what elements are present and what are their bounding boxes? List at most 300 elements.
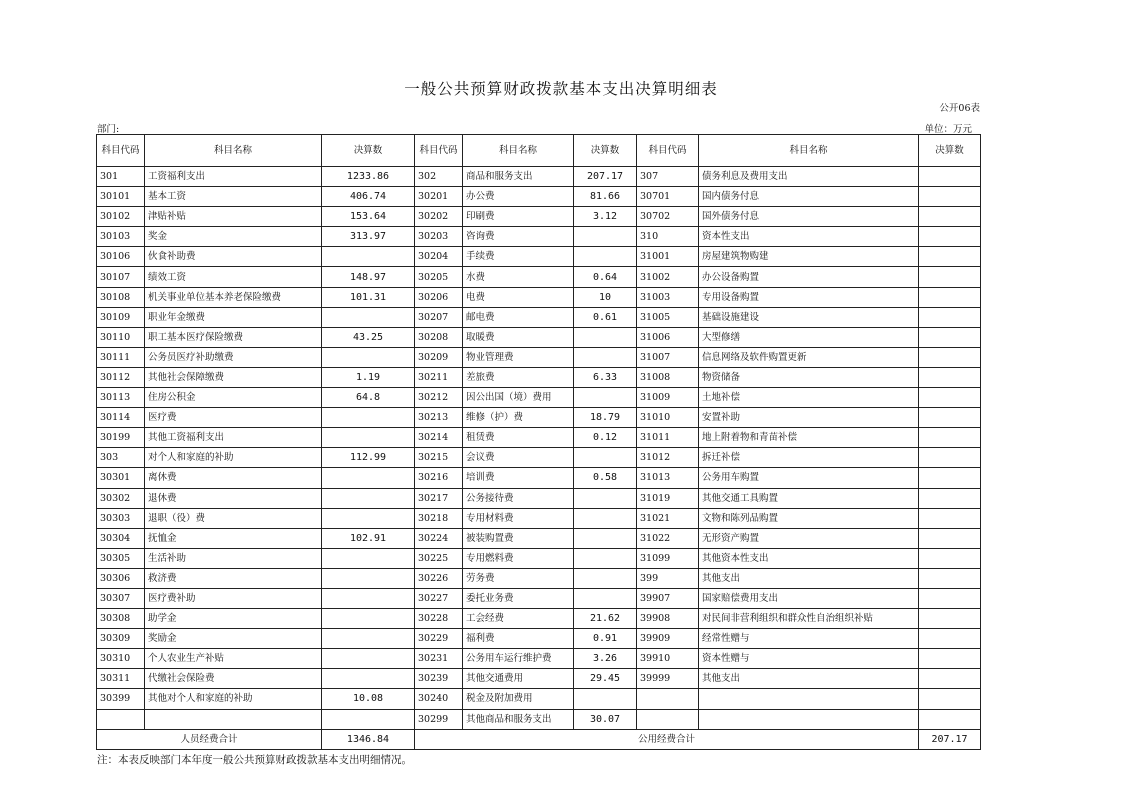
subject-name: 个人农业生产补贴 — [145, 649, 322, 669]
subject-code: 30209 — [415, 347, 463, 367]
header-row — [97, 135, 981, 167]
table-row — [97, 609, 981, 629]
amount-value — [574, 568, 637, 588]
subject-code: 39910 — [637, 649, 699, 669]
subject-code: 30211 — [415, 367, 463, 387]
subject-code: 30102 — [97, 207, 145, 227]
subject-code: 30218 — [415, 508, 463, 528]
table-row — [97, 227, 981, 247]
subject-code: 30201 — [415, 187, 463, 207]
subject-code: 310 — [637, 227, 699, 247]
subject-name: 被装购置费 — [463, 528, 574, 548]
subject-name: 其他商品和服务支出 — [463, 709, 574, 729]
personnel-total-label: 人员经费合计 — [97, 729, 322, 749]
amount-value — [322, 629, 415, 649]
amount-value — [322, 347, 415, 367]
subject-code: 31022 — [637, 528, 699, 548]
amount-value: 0.61 — [574, 307, 637, 327]
subject-code: 30229 — [415, 629, 463, 649]
subject-name: 其他社会保障缴费 — [145, 367, 322, 387]
table-row — [97, 488, 981, 508]
table-row — [97, 307, 981, 327]
subject-code: 30308 — [97, 609, 145, 629]
table-row — [97, 408, 981, 428]
unit-label: 单位：万元 — [924, 124, 972, 135]
subject-name — [145, 709, 322, 729]
subject-name: 大型修缮 — [699, 327, 919, 347]
amount-value — [919, 528, 981, 548]
amount-value: 21.62 — [574, 609, 637, 629]
amount-value — [574, 347, 637, 367]
amount-value: 43.25 — [322, 327, 415, 347]
header-code: 科目代码 — [637, 135, 699, 167]
amount-value — [919, 428, 981, 448]
subject-code: 30213 — [415, 408, 463, 428]
amount-value — [919, 508, 981, 528]
subject-name: 退休费 — [145, 488, 322, 508]
subject-name: 办公设备购置 — [699, 267, 919, 287]
amount-value — [574, 327, 637, 347]
subject-name: 手续费 — [463, 247, 574, 267]
amount-value — [919, 307, 981, 327]
subject-code: 30307 — [97, 588, 145, 608]
amount-value — [322, 488, 415, 508]
amount-value — [919, 548, 981, 568]
subject-name: 其他工资福利支出 — [145, 428, 322, 448]
subject-name: 津贴补贴 — [145, 207, 322, 227]
amount-value — [919, 347, 981, 367]
amount-value — [919, 709, 981, 729]
table-row — [97, 428, 981, 448]
subject-name: 住房公积金 — [145, 388, 322, 408]
subject-name: 拆迁补偿 — [699, 448, 919, 468]
subject-code: 303 — [97, 448, 145, 468]
amount-value: 30.07 — [574, 709, 637, 729]
amount-value — [919, 267, 981, 287]
subject-code: 30110 — [97, 327, 145, 347]
subject-code: 31007 — [637, 347, 699, 367]
subject-code: 30216 — [415, 468, 463, 488]
subject-name: 机关事业单位基本养老保险缴费 — [145, 287, 322, 307]
subject-code: 30310 — [97, 649, 145, 669]
subject-name: 其他交通费用 — [463, 669, 574, 689]
amount-value: 64.8 — [322, 388, 415, 408]
subject-code: 30228 — [415, 609, 463, 629]
header-amount: 决算数 — [322, 135, 415, 167]
header-name: 科目名称 — [463, 135, 574, 167]
subject-code: 30204 — [415, 247, 463, 267]
amount-value — [919, 689, 981, 709]
subject-code: 30203 — [415, 227, 463, 247]
amount-value — [919, 468, 981, 488]
subject-name: 工会经费 — [463, 609, 574, 629]
amount-value — [574, 448, 637, 468]
amount-value: 0.64 — [574, 267, 637, 287]
subject-code: 30231 — [415, 649, 463, 669]
amount-value — [919, 327, 981, 347]
amount-value: 0.91 — [574, 629, 637, 649]
subject-name: 专用材料费 — [463, 508, 574, 528]
subject-name: 其他对个人和家庭的补助 — [145, 689, 322, 709]
subject-code: 30205 — [415, 267, 463, 287]
amount-value — [919, 367, 981, 387]
subject-code: 31001 — [637, 247, 699, 267]
amount-value — [574, 227, 637, 247]
subject-name: 福利费 — [463, 629, 574, 649]
subject-name: 国家赔偿费用支出 — [699, 588, 919, 608]
subject-code: 30306 — [97, 568, 145, 588]
table-row — [97, 388, 981, 408]
table-row — [97, 649, 981, 669]
subject-code: 30309 — [97, 629, 145, 649]
header-code: 科目代码 — [97, 135, 145, 167]
subject-code: 31005 — [637, 307, 699, 327]
table-row — [97, 588, 981, 608]
table-row — [97, 327, 981, 347]
subject-code: 31021 — [637, 508, 699, 528]
subject-name: 租赁费 — [463, 428, 574, 448]
amount-value — [919, 669, 981, 689]
table-row — [97, 287, 981, 307]
subject-name: 绩效工资 — [145, 267, 322, 287]
subject-name: 税金及附加费用 — [463, 689, 574, 709]
header-code: 科目代码 — [415, 135, 463, 167]
subject-code: 30202 — [415, 207, 463, 227]
table-row — [97, 468, 981, 488]
amount-value: 3.12 — [574, 207, 637, 227]
subject-name: 对民间非营利组织和群众性自治组织补贴 — [699, 609, 919, 629]
form-number: 公开06表 — [939, 103, 980, 114]
amount-value — [919, 388, 981, 408]
amount-value — [322, 307, 415, 327]
subject-name: 经常性赠与 — [699, 629, 919, 649]
subject-code: 30217 — [415, 488, 463, 508]
subject-code: 30226 — [415, 568, 463, 588]
amount-value: 10.08 — [322, 689, 415, 709]
table-row — [97, 689, 981, 709]
subject-name: 土地补偿 — [699, 388, 919, 408]
subject-name: 代缴社会保险费 — [145, 669, 322, 689]
subject-code: 31010 — [637, 408, 699, 428]
header-name: 科目名称 — [699, 135, 919, 167]
subject-code: 31009 — [637, 388, 699, 408]
subject-code: 30101 — [97, 187, 145, 207]
header-amount: 决算数 — [919, 135, 981, 167]
subject-name: 公务用车购置 — [699, 468, 919, 488]
subject-code: 31002 — [637, 267, 699, 287]
amount-value: 0.12 — [574, 428, 637, 448]
subject-code: 30112 — [97, 367, 145, 387]
table-row — [97, 508, 981, 528]
expenditure-table — [96, 134, 981, 750]
amount-value: 153.64 — [322, 207, 415, 227]
subject-name: 信息网络及软件购置更新 — [699, 347, 919, 367]
subject-code: 39907 — [637, 588, 699, 608]
subject-name — [699, 709, 919, 729]
subject-code: 31011 — [637, 428, 699, 448]
subject-name: 职业年金缴费 — [145, 307, 322, 327]
subject-name: 文物和陈列品购置 — [699, 508, 919, 528]
table-row — [97, 709, 981, 729]
subject-name: 邮电费 — [463, 307, 574, 327]
amount-value: 406.74 — [322, 187, 415, 207]
subject-name: 职工基本医疗保险缴费 — [145, 327, 322, 347]
subject-code: 30107 — [97, 267, 145, 287]
table-row — [97, 669, 981, 689]
amount-value — [322, 609, 415, 629]
subject-name — [699, 689, 919, 709]
subject-code: 301 — [97, 167, 145, 187]
subject-name: 维修（护）费 — [463, 408, 574, 428]
amount-value — [919, 568, 981, 588]
amount-value — [322, 669, 415, 689]
subject-name: 工资福利支出 — [145, 167, 322, 187]
subject-code: 30299 — [415, 709, 463, 729]
header-amount: 决算数 — [574, 135, 637, 167]
amount-value: 18.79 — [574, 408, 637, 428]
subject-code — [97, 709, 145, 729]
amount-value — [322, 588, 415, 608]
subject-name: 咨询费 — [463, 227, 574, 247]
subject-code: 30109 — [97, 307, 145, 327]
subject-code: 30214 — [415, 428, 463, 448]
subject-name: 医疗费 — [145, 408, 322, 428]
amount-value — [574, 528, 637, 548]
subject-name: 因公出国（境）费用 — [463, 388, 574, 408]
subject-name: 基本工资 — [145, 187, 322, 207]
amount-value — [574, 689, 637, 709]
amount-value — [919, 588, 981, 608]
subject-code: 30111 — [97, 347, 145, 367]
amount-value — [574, 388, 637, 408]
subject-name: 房屋建筑物购建 — [699, 247, 919, 267]
subject-name: 地上附着物和青苗补偿 — [699, 428, 919, 448]
subject-code: 30114 — [97, 408, 145, 428]
amount-value: 102.91 — [322, 528, 415, 548]
personnel-total-value: 1346.84 — [322, 729, 415, 749]
table-row — [97, 367, 981, 387]
header-name: 科目名称 — [145, 135, 322, 167]
footnote: 注：本表反映部门本年度一般公共预算财政拨款基本支出明细情况。 — [97, 754, 412, 766]
table-row — [97, 187, 981, 207]
subject-name: 离休费 — [145, 468, 322, 488]
subject-name: 印刷费 — [463, 207, 574, 227]
subject-name: 医疗费补助 — [145, 588, 322, 608]
subject-name: 公务接待费 — [463, 488, 574, 508]
amount-value: 81.66 — [574, 187, 637, 207]
subject-name: 商品和服务支出 — [463, 167, 574, 187]
amount-value — [574, 488, 637, 508]
amount-value: 1.19 — [322, 367, 415, 387]
amount-value: 10 — [574, 287, 637, 307]
table-row — [97, 347, 981, 367]
amount-value: 112.99 — [322, 448, 415, 468]
amount-value: 101.31 — [322, 287, 415, 307]
subject-code: 30301 — [97, 468, 145, 488]
subject-name: 物资储备 — [699, 367, 919, 387]
subject-name: 国外债务付息 — [699, 207, 919, 227]
subject-code: 30199 — [97, 428, 145, 448]
subject-code: 30206 — [415, 287, 463, 307]
subject-name: 电费 — [463, 287, 574, 307]
subject-code: 30305 — [97, 548, 145, 568]
subject-code: 31019 — [637, 488, 699, 508]
subject-code: 30207 — [415, 307, 463, 327]
subject-name: 其他资本性支出 — [699, 548, 919, 568]
subject-name: 奖励金 — [145, 629, 322, 649]
amount-value — [574, 247, 637, 267]
subject-name: 奖金 — [145, 227, 322, 247]
subject-code: 30103 — [97, 227, 145, 247]
table-row — [97, 548, 981, 568]
public-total-value: 207.17 — [919, 729, 981, 749]
table-row — [97, 267, 981, 287]
subject-name: 助学金 — [145, 609, 322, 629]
subject-code: 39909 — [637, 629, 699, 649]
subject-code: 30304 — [97, 528, 145, 548]
amount-value — [919, 227, 981, 247]
subject-name: 抚恤金 — [145, 528, 322, 548]
subject-name: 其他交通工具购置 — [699, 488, 919, 508]
table-row — [97, 568, 981, 588]
subject-code: 30225 — [415, 548, 463, 568]
subject-name: 专用燃料费 — [463, 548, 574, 568]
subject-name: 退职（役）费 — [145, 508, 322, 528]
page-title: 一般公共预算财政拨款基本支出决算明细表 — [404, 80, 718, 98]
subject-name: 物业管理费 — [463, 347, 574, 367]
subject-code: 30240 — [415, 689, 463, 709]
subject-name: 伙食补助费 — [145, 247, 322, 267]
subject-code: 30311 — [97, 669, 145, 689]
amount-value — [919, 207, 981, 227]
amount-value — [322, 468, 415, 488]
subject-name: 水费 — [463, 267, 574, 287]
subject-name: 债务利息及费用支出 — [699, 167, 919, 187]
subject-name: 会议费 — [463, 448, 574, 468]
amount-value — [574, 508, 637, 528]
amount-value — [322, 568, 415, 588]
department-label: 部门: — [97, 124, 120, 135]
subject-code: 30302 — [97, 488, 145, 508]
subject-code: 30701 — [637, 187, 699, 207]
subject-name: 资本性赠与 — [699, 649, 919, 669]
subject-code: 31003 — [637, 287, 699, 307]
subject-name: 安置补助 — [699, 408, 919, 428]
table-row — [97, 528, 981, 548]
subject-code: 307 — [637, 167, 699, 187]
subject-code: 31006 — [637, 327, 699, 347]
subject-name: 委托业务费 — [463, 588, 574, 608]
subject-code: 30108 — [97, 287, 145, 307]
subject-code: 30224 — [415, 528, 463, 548]
subject-code: 31012 — [637, 448, 699, 468]
amount-value: 6.33 — [574, 367, 637, 387]
amount-value — [919, 629, 981, 649]
subject-code: 39908 — [637, 609, 699, 629]
amount-value — [322, 649, 415, 669]
subject-name: 国内债务付息 — [699, 187, 919, 207]
subject-code: 30215 — [415, 448, 463, 468]
subject-name: 其他支出 — [699, 669, 919, 689]
subject-name: 对个人和家庭的补助 — [145, 448, 322, 468]
amount-value — [322, 428, 415, 448]
subject-name: 无形资产购置 — [699, 528, 919, 548]
amount-value — [919, 187, 981, 207]
subject-code: 30212 — [415, 388, 463, 408]
amount-value: 148.97 — [322, 267, 415, 287]
amount-value: 207.17 — [574, 167, 637, 187]
subject-name: 取暖费 — [463, 327, 574, 347]
subject-code: 31008 — [637, 367, 699, 387]
amount-value — [574, 588, 637, 608]
amount-value: 1233.86 — [322, 167, 415, 187]
subject-name: 其他支出 — [699, 568, 919, 588]
table-row — [97, 448, 981, 468]
subject-code: 302 — [415, 167, 463, 187]
amount-value — [322, 709, 415, 729]
subject-name: 公务员医疗补助缴费 — [145, 347, 322, 367]
amount-value — [919, 609, 981, 629]
amount-value: 0.58 — [574, 468, 637, 488]
public-total-label: 公用经费合计 — [415, 729, 919, 749]
subject-code: 30239 — [415, 669, 463, 689]
totals-row — [97, 729, 981, 749]
subject-code: 31013 — [637, 468, 699, 488]
subject-name: 公务用车运行维护费 — [463, 649, 574, 669]
subject-name: 培训费 — [463, 468, 574, 488]
subject-code: 31099 — [637, 548, 699, 568]
table-row — [97, 247, 981, 267]
amount-value — [322, 548, 415, 568]
subject-name: 资本性支出 — [699, 227, 919, 247]
amount-value — [919, 448, 981, 468]
table-row — [97, 167, 981, 187]
subject-code: 30113 — [97, 388, 145, 408]
subject-code: 30702 — [637, 207, 699, 227]
amount-value: 29.45 — [574, 669, 637, 689]
amount-value: 3.26 — [574, 649, 637, 669]
subject-name: 劳务费 — [463, 568, 574, 588]
subject-name: 专用设备购置 — [699, 287, 919, 307]
table-row — [97, 629, 981, 649]
subject-code: 399 — [637, 568, 699, 588]
subject-code: 30303 — [97, 508, 145, 528]
subject-name: 基础设施建设 — [699, 307, 919, 327]
amount-value — [919, 408, 981, 428]
subject-name: 生活补助 — [145, 548, 322, 568]
subject-code: 30106 — [97, 247, 145, 267]
amount-value — [322, 408, 415, 428]
subject-code: 30227 — [415, 588, 463, 608]
amount-value — [919, 167, 981, 187]
subject-code: 39999 — [637, 669, 699, 689]
amount-value: 313.97 — [322, 227, 415, 247]
subject-name: 救济费 — [145, 568, 322, 588]
amount-value — [919, 247, 981, 267]
subject-name: 办公费 — [463, 187, 574, 207]
amount-value — [919, 488, 981, 508]
subject-name: 差旅费 — [463, 367, 574, 387]
table-row — [97, 207, 981, 227]
amount-value — [574, 548, 637, 568]
subject-code — [637, 709, 699, 729]
amount-value — [322, 247, 415, 267]
subject-code — [637, 689, 699, 709]
amount-value — [919, 649, 981, 669]
subject-code: 30399 — [97, 689, 145, 709]
amount-value — [322, 508, 415, 528]
subject-code: 30208 — [415, 327, 463, 347]
